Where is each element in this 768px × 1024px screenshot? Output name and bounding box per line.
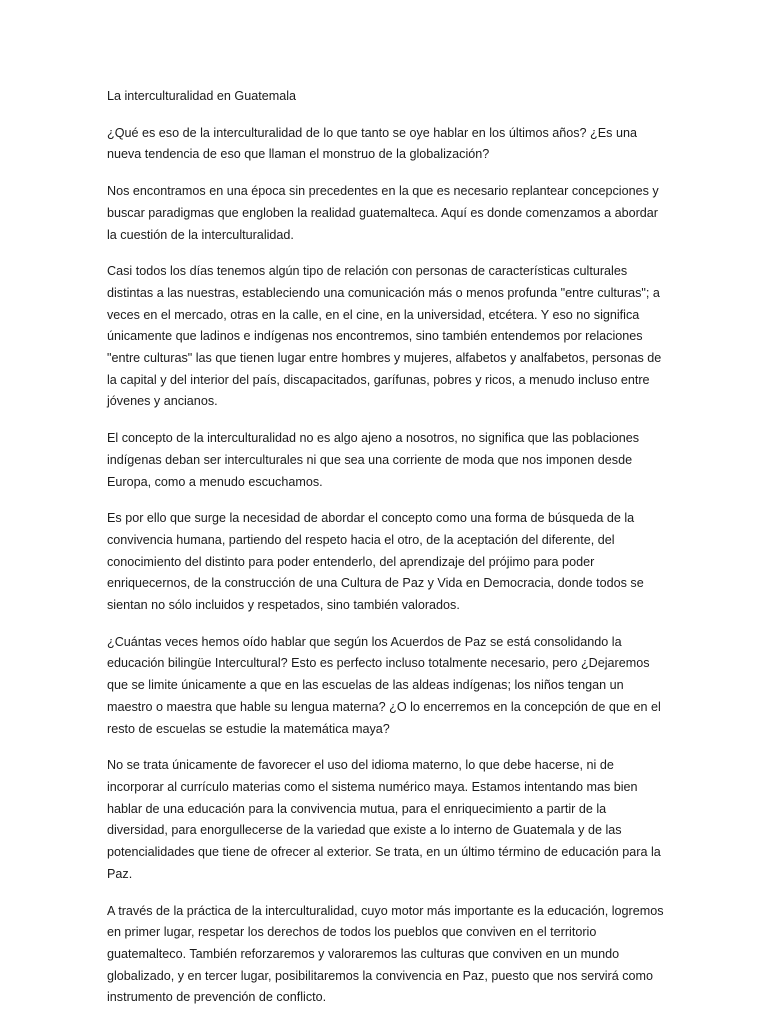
paragraph-7: No se trata únicamente de favorecer el uso del idioma materno, lo que debe hacerse, ni de incorporar al currículo materias como el sistema numérico maya. Estamos intentando mas bien hablar de una educación para la convivencia mutua, para el enriquecimiento a partir de la diversidad, para enorgullecerse de la variedad que existe a lo interno de Guatemala y de las potencialidades que tiene de ofrecer al exterior. Se trata, en un último término de educación para la Paz. xyxy=(107,758,661,881)
paragraph-3: Casi todos los días tenemos algún tipo de relación con personas de características culturales distintas a las nuestras, estableciendo una comunicación más o menos profunda "entre culturas"; a veces en el mercado, otras en la calle, en el cine, en la universidad, etcétera. Y eso no significa únicamente que ladinos e indígenas nos encontremos, sino también entendemos por relaciones "entre culturas" las que tienen lugar entre hombres y mujeres, alfabetos y analfabetos, personas de la capital y del interior del país, discapacitados, garífunas, pobres y ricos, a menudo incluso entre jóvenes y ancianos. xyxy=(107,264,662,409)
document-title: La interculturalidad en Guatemala xyxy=(107,89,297,103)
paragraph-4: El concepto de la interculturalidad no es algo ajeno a nosotros, no significa que las poblaciones indígenas deban ser interculturales ni que sea una corriente de moda que nos imponen desde Europa, como a menudo escuchamos. xyxy=(107,431,640,489)
paragraph-1: ¿Qué es eso de la interculturalidad de lo que tanto se oye hablar en los últimos años? ¿Es una nueva tendencia de eso que llaman el monstruo de la globalización? xyxy=(107,125,637,162)
paragraph-5: Es por ello que surge la necesidad de abordar el concepto como una forma de búsqueda de la convivencia humana, partiendo del respeto hacia el otro, de la aceptación del diferente, del conocimiento del distinto para poder entenderlo, del aprendizaje del prójimo para poder enriquecernos, de la construcción de una Cultura de Paz y Vida en Democracia, donde todos se sientan no sólo incluidos y respetados, sino también valorados. xyxy=(107,511,644,613)
document-page xyxy=(107,86,667,1024)
paragraph-2: Nos encontramos en una época sin precedentes en la que es necesario replantear concepciones y buscar paradigmas que engloben la realidad guatemalteca. Aquí es donde comenzamos a abordar la cuestión de la interculturalidad. xyxy=(107,184,659,242)
paragraph-6: ¿Cuántas veces hemos oído hablar que según los Acuerdos de Paz se está consolidando la educación bilingüe Intercultural? Esto es perfecto incluso totalmente necesario, pero ¿Dejaremos que se limite únicamente a que en las escuelas de las aldeas indígenas; los niños tengan un maestro o maestra que hable su lengua materna? ¿O lo encerremos en la concepción de que en el resto de escuelas se estudie la matemática maya? xyxy=(107,634,661,736)
paragraph-8: A través de la práctica de la interculturalidad, cuyo motor más importante es la educación, logremos en primer lugar, respetar los derechos de todos los pueblos que conviven en el territorio guatemalteco. También reforzaremos y valoraremos las culturas que conviven en un mundo globalizado, y en tercer lugar, posibilitaremos la convivencia en Paz, puesto que nos servirá como instrumento de prevención de conflicto. xyxy=(107,903,664,1005)
